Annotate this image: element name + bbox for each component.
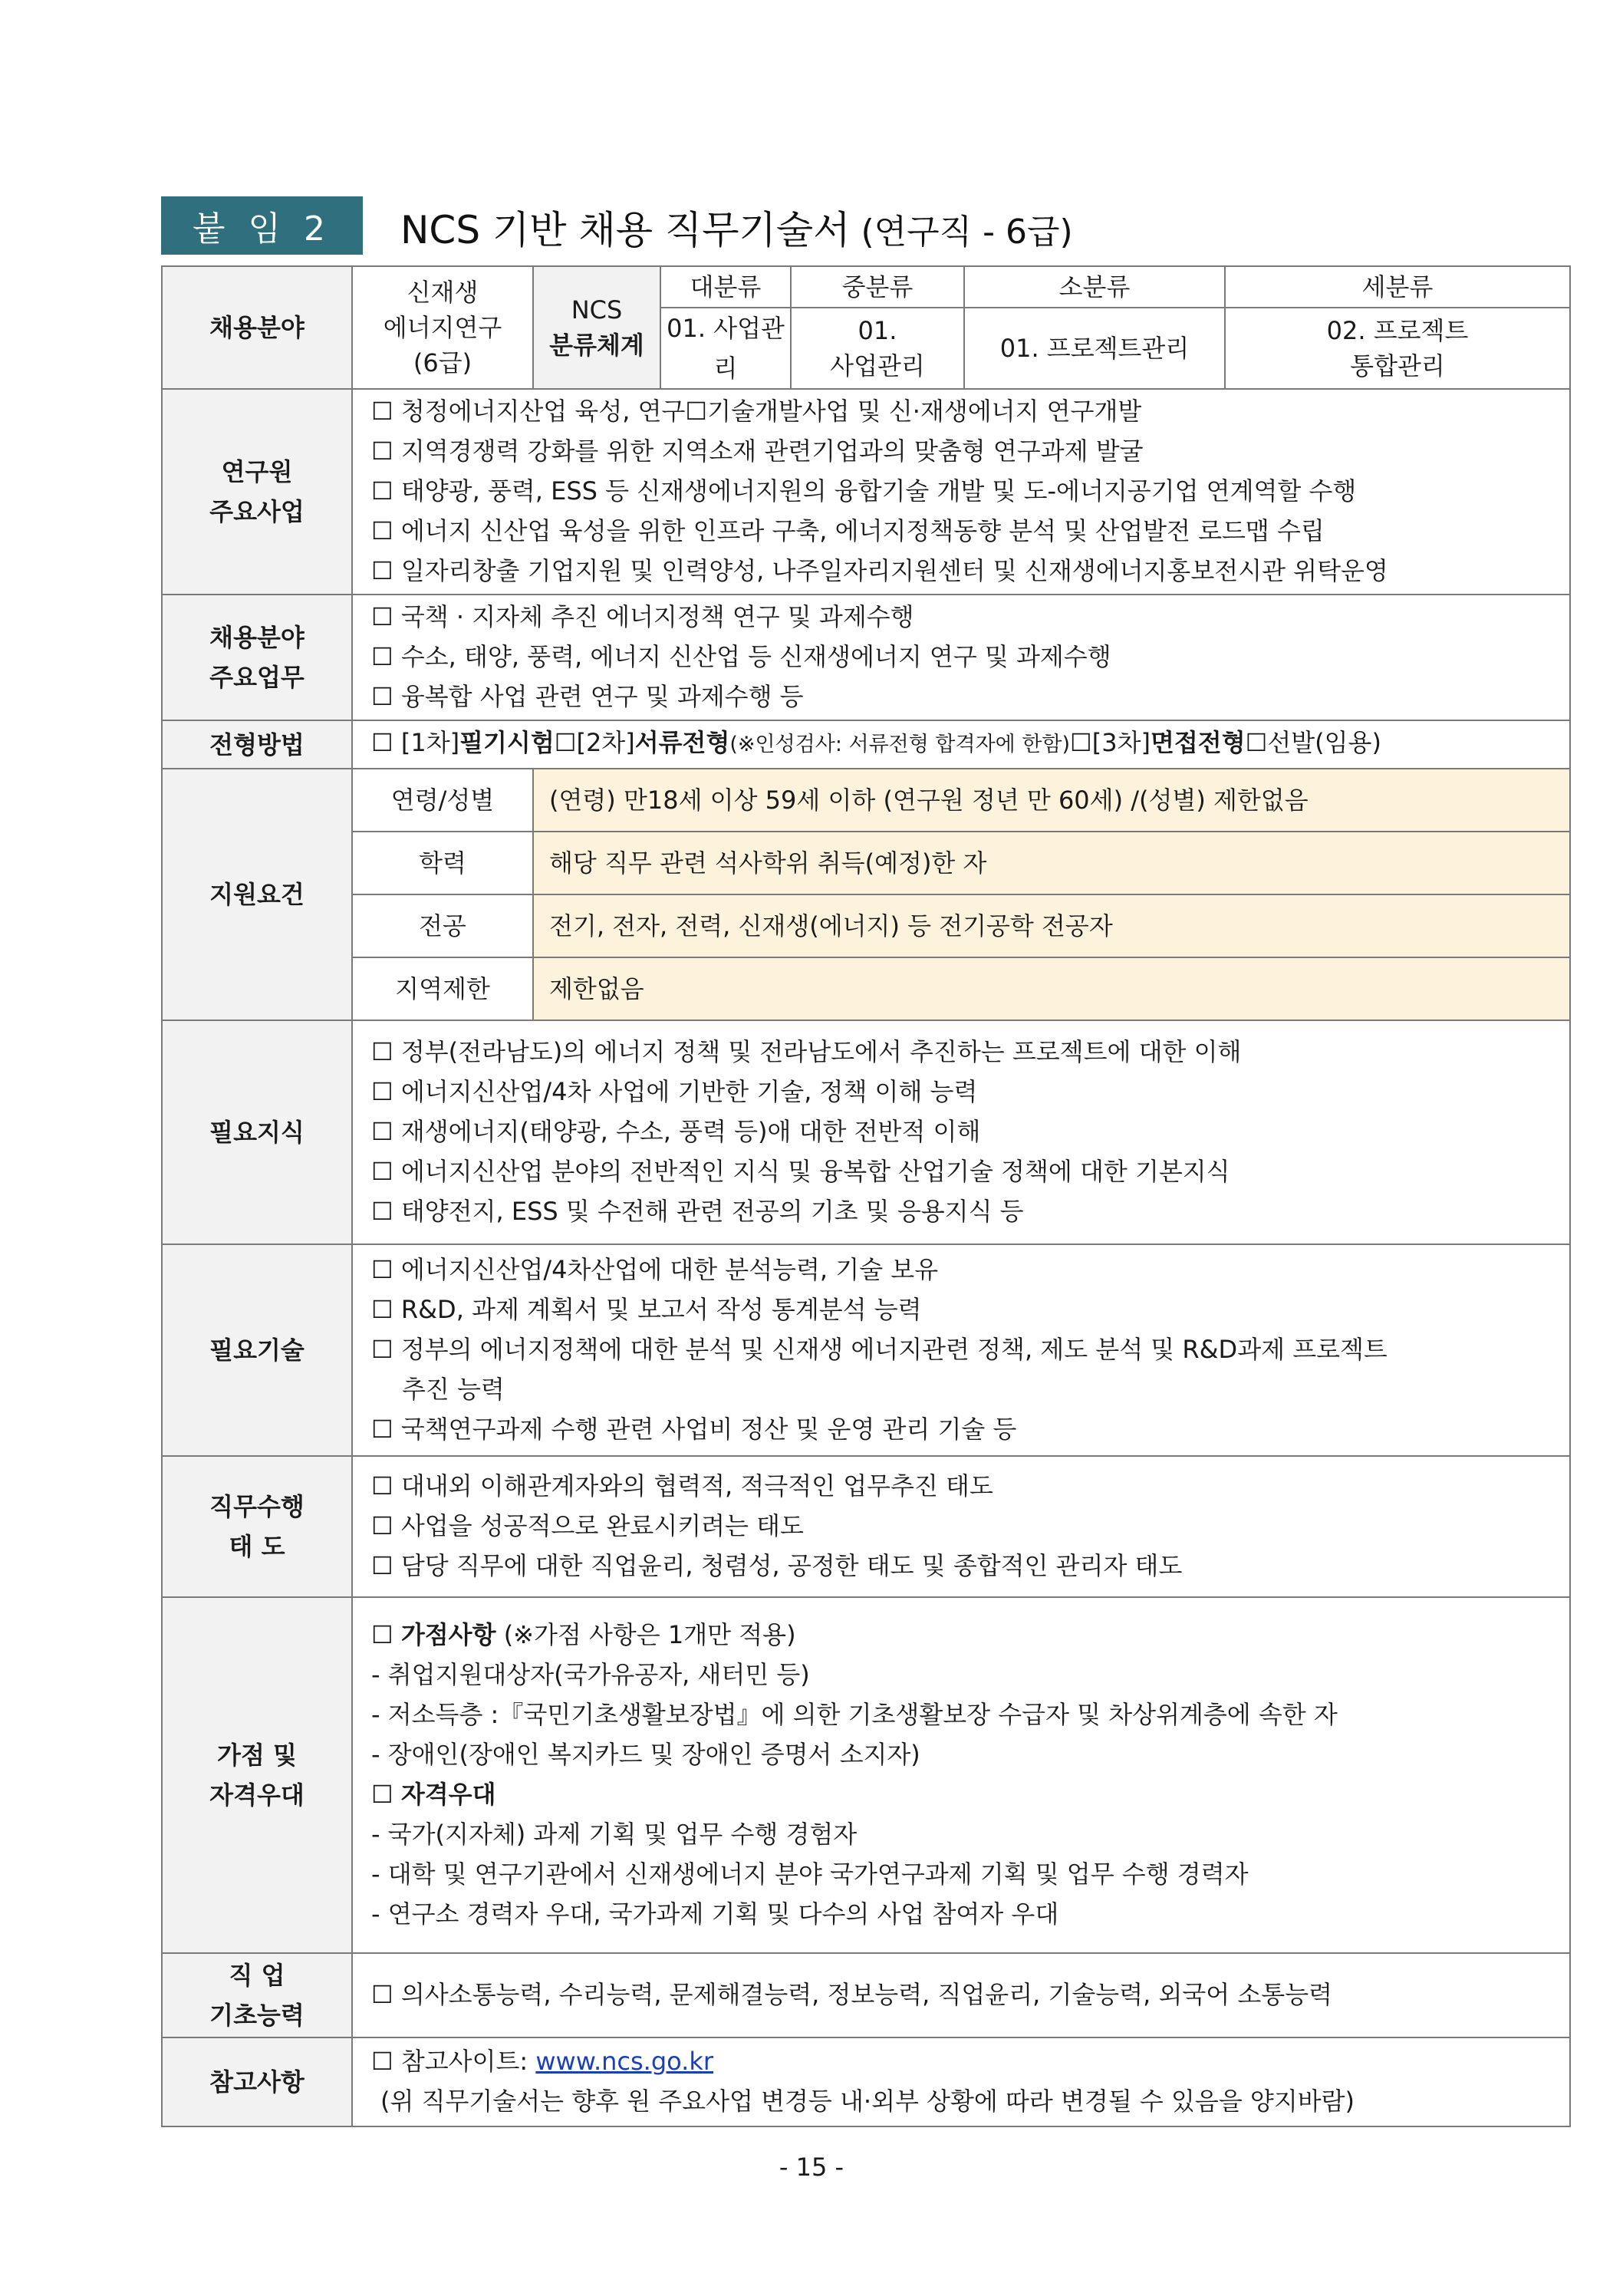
- skills-list: [352, 1244, 1570, 1456]
- list-item: ☐ 의사소통능력, 수리능력, 문제해결능력, 정보능력, 직업윤리, 기술능력, 외국어 소통능력: [371, 1980, 1333, 2009]
- selection-note: (※인성검사: 서류전형 합격자에 한함): [729, 733, 1071, 756]
- attachment-tag: 붙 임 2: [161, 196, 363, 255]
- list-item: - 저소득층 :『국민기초생활보장법』에 의한 기초생활보장 수급자 및 차상위계층에 속한 자: [371, 1700, 1338, 1729]
- ncs-major: 01. 사업관리: [660, 308, 791, 389]
- list-item: - 취업지원대상자(국가유공자, 새터민 등): [371, 1660, 810, 1689]
- list-item: - 장애인(장애인 복지카드 및 장애인 증명서 소지자): [371, 1740, 920, 1769]
- bonus-label: [162, 1597, 352, 1953]
- list-item: ☐ 일자리창출 기업지원 및 인력양성, 나주일자리지원센터 및 신재생에너지홍보전시관 위탁운영: [371, 556, 1388, 585]
- ncs-detail: [1225, 308, 1570, 389]
- list-item: ☐ 국책연구과제 수행 관련 사업비 정산 및 운영 관리 기술 등: [371, 1415, 1017, 1444]
- selection-interview: 면접전형: [1150, 728, 1246, 757]
- label-line: 채용분야: [209, 623, 305, 652]
- selection-part: ☐[2차]: [554, 728, 635, 757]
- page-number: - 15 -: [779, 2153, 844, 2182]
- list-item: - 대학 및 연구기관에서 신재생에너지 분야 국가연구과제 기획 및 업무 수행 경력자: [371, 1860, 1249, 1889]
- col-middle: 중분류: [791, 266, 964, 308]
- title-subtitle: (연구직 - 6급): [861, 212, 1073, 252]
- label-line: 연구원: [221, 457, 293, 486]
- basic-text: [352, 1953, 1570, 2037]
- requirements-label: 지원요건: [162, 769, 352, 1020]
- label-line: 태 도: [229, 1532, 285, 1561]
- list-item: ☐ 재생에너지(태양광, 수소, 풍력 등)애 대한 전반적 이해: [371, 1117, 981, 1146]
- list-item: ☐ 수소, 태양, 풍력, 에너지 신산업 등 신재생에너지 연구 및 과제수행: [371, 642, 1111, 671]
- req-value-age: (연령) 만18세 이상 59세 이하 (연구원 정년 만 60세) /(성별) 제한없음: [533, 769, 1570, 832]
- attitude-label: [162, 1456, 352, 1597]
- basic-label: [162, 1953, 352, 2037]
- ncs-middle: [791, 308, 964, 389]
- label-line: 주요업무: [209, 663, 305, 692]
- bonus-list: [352, 1597, 1570, 1953]
- selection-part: ☐[3차]: [1070, 728, 1151, 757]
- field-value-line: 에너지연구: [383, 313, 502, 342]
- ncs-class-label: [533, 266, 660, 389]
- attitude-list: [352, 1456, 1570, 1597]
- selection-line: [371, 723, 1554, 765]
- label-line: 기초능력: [209, 2001, 305, 2030]
- duties-label: [162, 595, 352, 720]
- notes-label: 참고사항: [162, 2037, 352, 2126]
- ncs-middle-line: 사업관리: [830, 351, 925, 380]
- list-item: ☐ R&D, 과제 계획서 및 보고서 작성 통계분석 능력: [371, 1295, 922, 1324]
- req-value-region: 제한없음: [533, 957, 1570, 1020]
- list-item: ☐ 대내외 이해관계자와의 협력적, 적극적인 업무추진 태도: [371, 1471, 993, 1500]
- main-business-label: [162, 389, 352, 595]
- col-minor: 소분류: [964, 266, 1225, 308]
- ncs-link[interactable]: www.ncs.go.kr: [535, 2047, 714, 2076]
- skills-label: 필요기술: [162, 1244, 352, 1456]
- req-value-major: 전기, 전자, 전력, 신재생(에너지) 등 전기공학 전공자: [533, 894, 1570, 957]
- selection-part: ☐ [1차]: [371, 728, 460, 757]
- selection-written-exam: 필기시험: [459, 728, 555, 757]
- list-item: ☐ 에너지신산업/4차산업에 대한 분석능력, 기술 보유: [371, 1255, 939, 1284]
- list-item: ☐ 융복합 사업 관련 연구 및 과제수행 등: [371, 682, 804, 711]
- checkbox-glyph: ☐: [371, 1780, 401, 1809]
- checkbox-glyph: ☐: [371, 1620, 401, 1649]
- field-value-line: (6급): [413, 348, 472, 377]
- bonus-heading: [371, 1615, 1554, 1655]
- req-label-region: 지역제한: [352, 957, 533, 1020]
- label-line: 직 업: [229, 1961, 285, 1990]
- pref-title: 자격우대: [400, 1780, 496, 1809]
- list-item: ☐ 국책 · 지자체 추진 에너지정책 연구 및 과제수행: [371, 602, 914, 631]
- field-label: 채용분야: [162, 266, 352, 389]
- col-detail: 세분류: [1225, 266, 1570, 308]
- list-item: ☐ 사업을 성공적으로 완료시키려는 태도: [371, 1511, 804, 1540]
- notes-disclaimer: (위 직무기술서는 향후 원 주요사업 변경등 내·외부 상황에 따라 변경될 수 있음을 양지바람): [380, 2087, 1355, 2116]
- notes-content: [352, 2037, 1570, 2126]
- req-label-major: 전공: [352, 894, 533, 957]
- list-item: - 연구소 경력자 우대, 국가과제 기획 및 다수의 사업 참여자 우대: [371, 1899, 1059, 1929]
- list-item: ☐ 청정에너지산업 육성, 연구☐기술개발사업 및 신·재생에너지 연구개발: [371, 397, 1142, 426]
- ncs-class-label-line: NCS: [571, 295, 623, 324]
- list-item: - 국가(지자체) 과제 기획 및 업무 수행 경험자: [371, 1820, 858, 1849]
- field-value: [352, 266, 533, 389]
- bonus-note: (※가점 사항은 1개만 적용): [495, 1620, 796, 1649]
- list-item: ☐ 담당 직무에 대한 직업윤리, 청렴성, 공정한 태도 및 종합적인 관리자 태도: [371, 1551, 1183, 1580]
- list-item: ☐ 에너지신산업 분야의 전반적인 지식 및 융복합 산업기술 정책에 대한 기본지식: [371, 1157, 1230, 1186]
- selection-steps: [352, 720, 1570, 769]
- ncs-detail-line: 통합관리: [1350, 351, 1445, 380]
- title-main: NCS 기반 채용 직무기술서: [400, 208, 851, 252]
- page-title: [400, 199, 1073, 255]
- list-item: ☐ 태양전지, ESS 및 수전해 관련 전공의 기초 및 응용지식 등: [371, 1197, 1024, 1226]
- title-row: [161, 196, 1565, 258]
- duties-list: [352, 595, 1570, 720]
- label-line: 가점 및: [217, 1741, 297, 1770]
- list-item: ☐ 지역경쟁력 강화를 위한 지역소재 관련기업과의 맞춤형 연구과제 발굴: [371, 436, 1144, 466]
- list-item: ☐ 정부의 에너지정책에 대한 분석 및 신재생 에너지관련 정책, 제도 분석 및 R&D과제 프로젝트: [371, 1335, 1388, 1364]
- bonus-title: 가점사항: [400, 1620, 496, 1649]
- list-item: ☐ 정부(전라남도)의 에너지 정책 및 전라남도에서 추진하는 프로젝트에 대한 이해: [371, 1037, 1242, 1066]
- pref-heading: [371, 1774, 1554, 1814]
- list-item: ☐ 에너지신산업/4차 사업에 기반한 기술, 정책 이해 능력: [371, 1077, 978, 1106]
- ncs-middle-line: 01.: [858, 316, 897, 345]
- ncs-detail-line: 02. 프로젝트: [1326, 316, 1469, 345]
- selection-document-screening: 서류전형: [634, 728, 730, 757]
- selection-label: 전형방법: [162, 720, 352, 769]
- ncs-class-label-line: 분류체계: [549, 331, 644, 360]
- reference-site: [371, 2041, 1554, 2081]
- req-value-education: 해당 직무 관련 석사학위 취득(예정)한 자: [533, 832, 1570, 894]
- reference-prefix: ☐ 참고사이트:: [371, 2047, 536, 2076]
- label-line: 주요사업: [209, 497, 305, 526]
- list-item-continuation: 추진 능력: [402, 1375, 505, 1404]
- list-item: ☐ 에너지 신산업 육성을 위한 인프라 구축, 에너지정책동향 분석 및 산업발전 로드맵 수립: [371, 516, 1325, 545]
- label-line: 직무수행: [209, 1492, 305, 1521]
- field-value-line: 신재생: [407, 278, 479, 307]
- knowledge-label: 필요지식: [162, 1020, 352, 1244]
- job-description-table: [161, 265, 1571, 2127]
- req-label-education: 학력: [352, 832, 533, 894]
- col-major: 대분류: [660, 266, 791, 308]
- ncs-minor: 01. 프로젝트관리: [964, 308, 1225, 389]
- main-business-list: [352, 389, 1570, 595]
- label-line: 자격우대: [209, 1780, 305, 1810]
- knowledge-list: [352, 1020, 1570, 1244]
- req-label-age: 연령/성별: [352, 769, 533, 832]
- selection-part: ☐선발(임용): [1245, 728, 1381, 757]
- list-item: ☐ 태양광, 풍력, ESS 등 신재생에너지원의 융합기술 개발 및 도-에너지공기업 연계역할 수행: [371, 476, 1357, 506]
